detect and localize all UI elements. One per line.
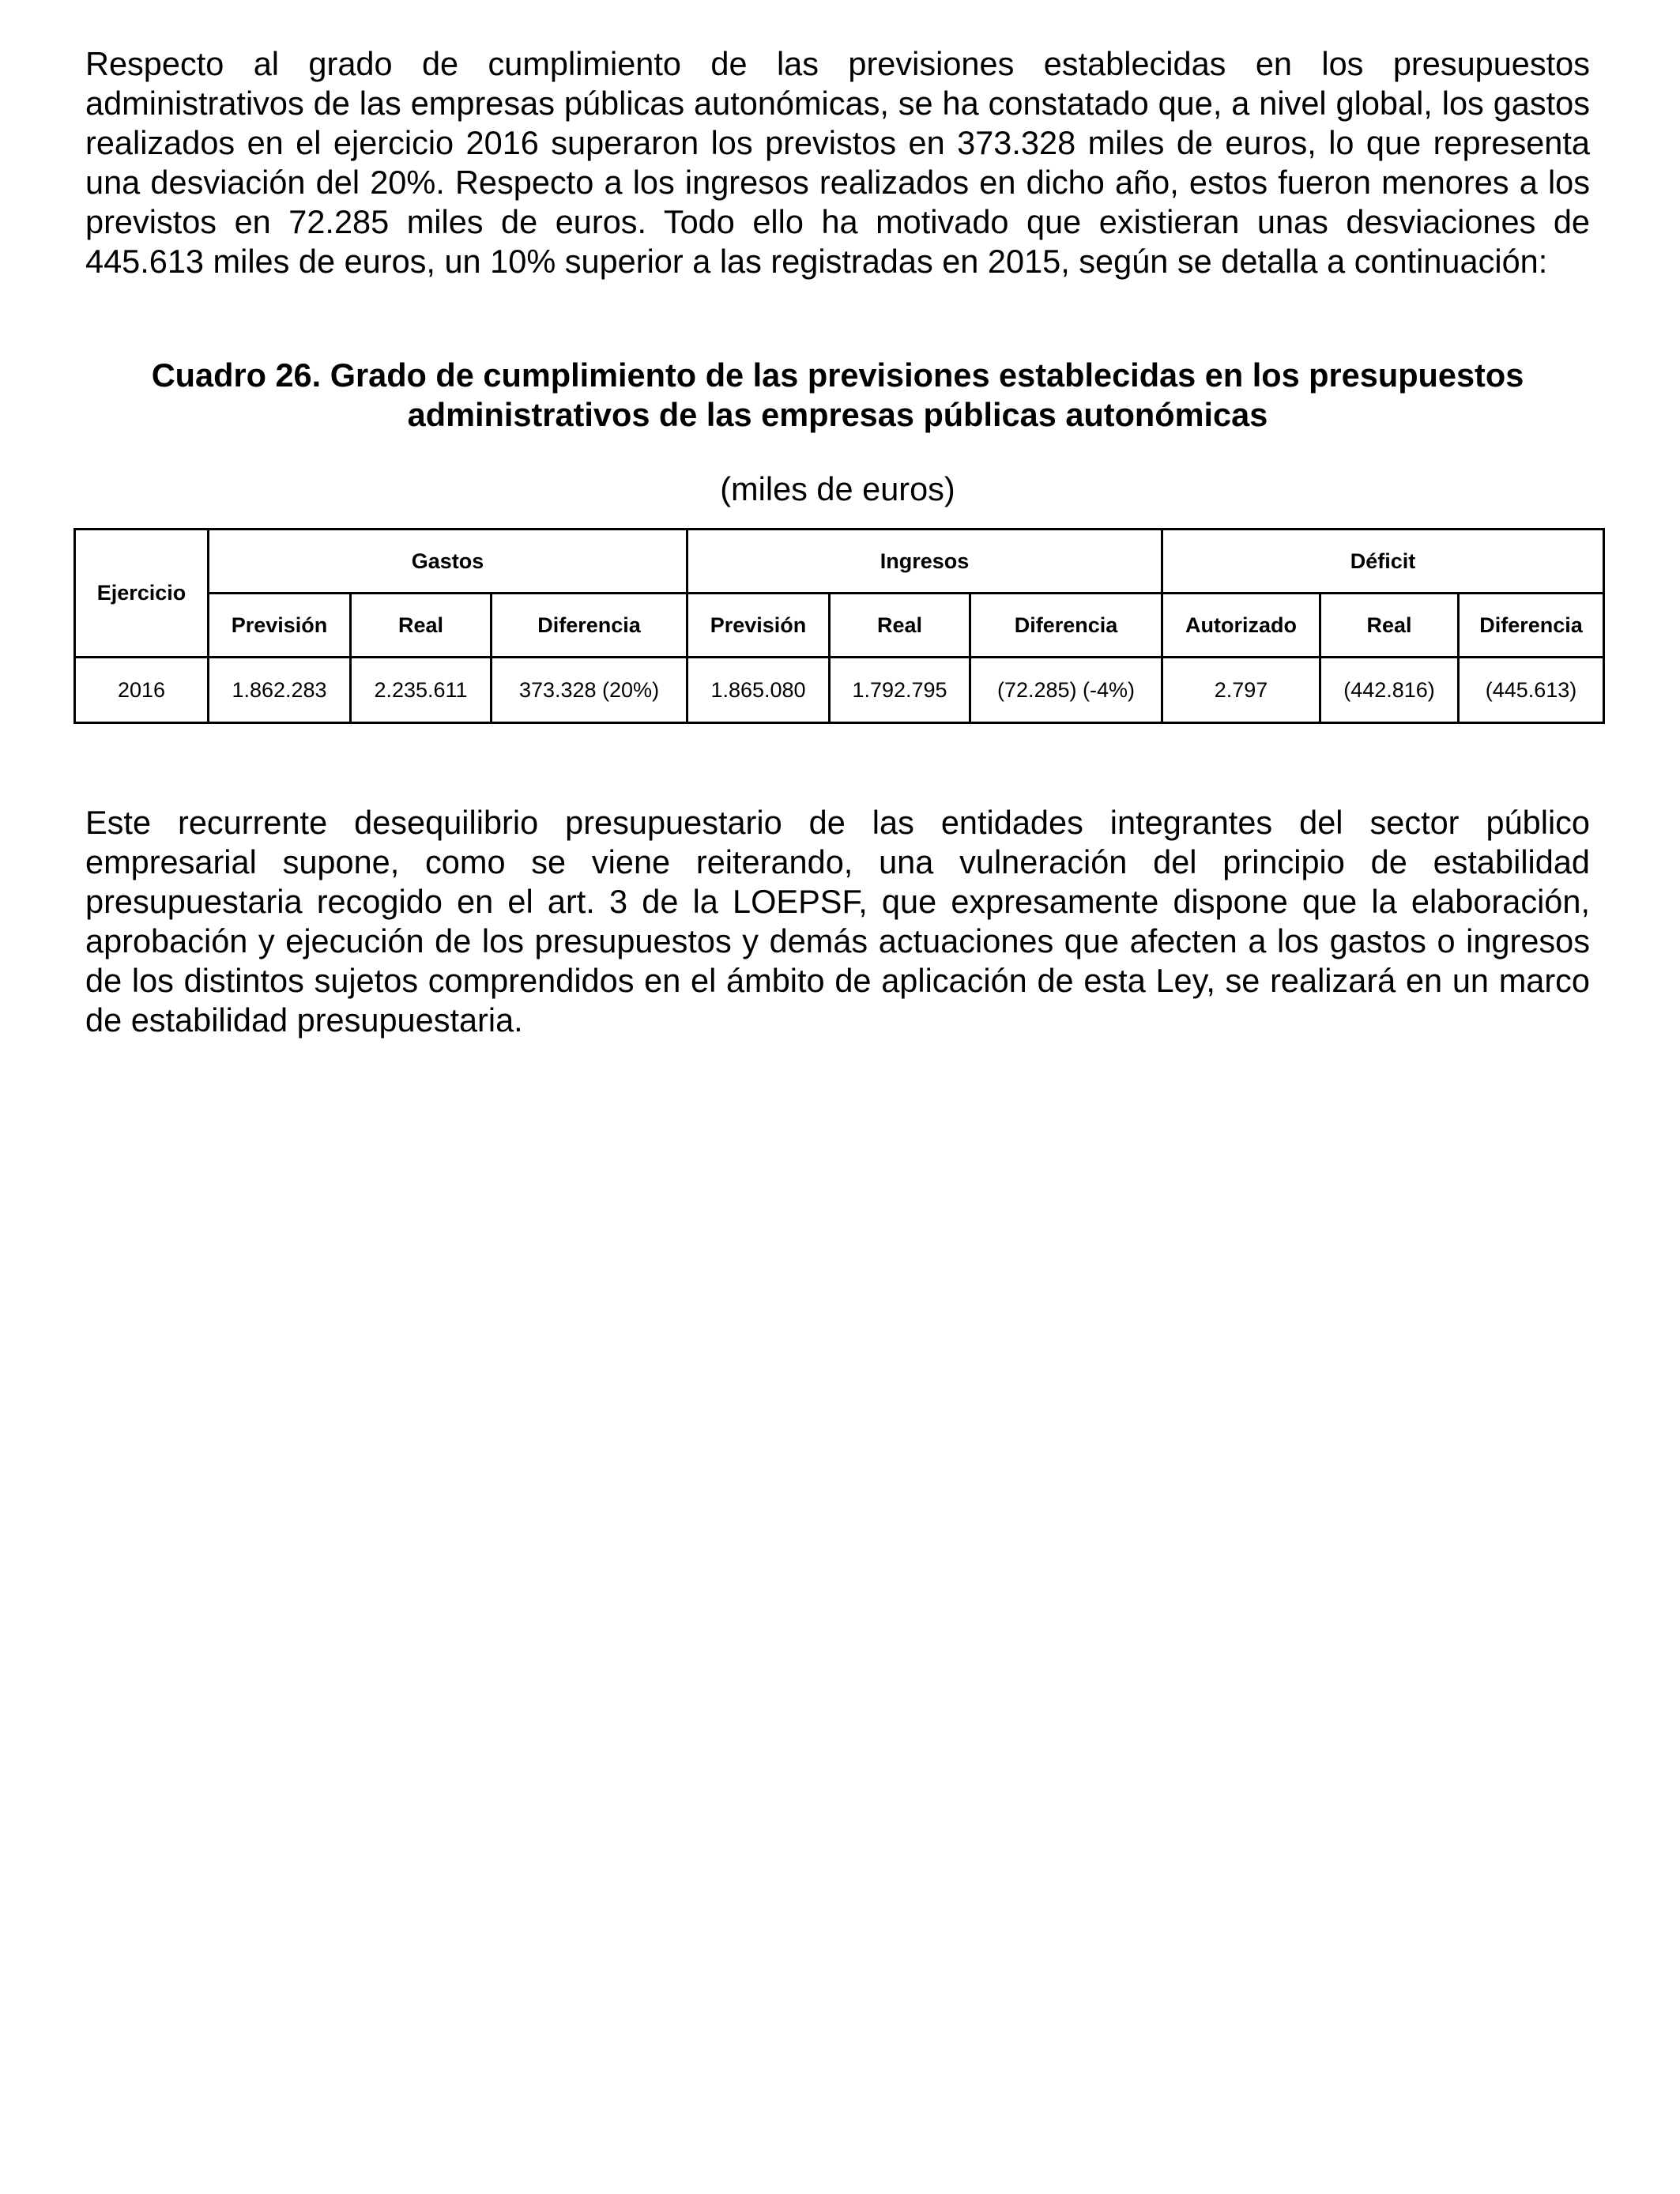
cell-gastos-prevision: 1.862.283 — [209, 658, 351, 723]
table-caption-line2: administrativos de las empresas públicas autonómicas — [407, 396, 1268, 433]
header-deficit-autorizado: Autorizado — [1162, 594, 1320, 658]
header-deficit-real: Real — [1320, 594, 1459, 658]
table-caption — [85, 356, 1590, 435]
cell-ingresos-real: 1.792.795 — [830, 658, 970, 723]
budget-compliance-table — [73, 528, 1605, 724]
header-deficit-diferencia: Diferencia — [1459, 594, 1604, 658]
table-row — [75, 658, 1604, 723]
cell-deficit-real: (442.816) — [1320, 658, 1459, 723]
header-gastos-diferencia: Diferencia — [492, 594, 687, 658]
cell-ingresos-diferencia: (72.285) (-4%) — [970, 658, 1162, 723]
cell-deficit-autorizado: 2.797 — [1162, 658, 1320, 723]
table-units: (miles de euros) — [720, 470, 955, 507]
table-header-row-sub — [75, 594, 1604, 658]
header-group-gastos: Gastos — [209, 530, 687, 594]
cell-ejercicio: 2016 — [75, 658, 209, 723]
header-gastos-real: Real — [351, 594, 492, 658]
header-ingresos-real: Real — [830, 594, 970, 658]
intro-paragraph: Respecto al grado de cumplimiento de las previsiones establecidas en los presupuestos administrativos de las empresas públicas autonómicas, se ha constatado que, a nivel global, los gastos realizados en el ejercicio 2016 superaron los previstos en 373.328 miles de euros, lo que representa una desviación del 20%. Respecto a los ingresos realizados en dicho año, estos fueron menores a los previstos en 72.285 miles de euros. Todo ello ha motivado que existieran unas desviaciones de 445.613 miles de euros, un 10% superior a las registradas en 2015, según se detalla a continuación: — [85, 45, 1590, 280]
cell-ingresos-prevision: 1.865.080 — [687, 658, 830, 723]
cell-deficit-diferencia: (445.613) — [1459, 658, 1604, 723]
header-group-ingresos: Ingresos — [687, 530, 1162, 594]
cell-gastos-diferencia: 373.328 (20%) — [492, 658, 687, 723]
header-ingresos-prevision: Previsión — [687, 594, 830, 658]
cell-gastos-real: 2.235.611 — [351, 658, 492, 723]
conclusion-paragraph: Este recurrente desequilibrio presupuestario de las entidades integrantes del sector público empresarial supone, como se viene reiterando, una vulneración del principio de estabilidad presupuestaria recogido en el art. 3 de la LOEPSF, que expresamente dispone que la elaboración, aprobación y ejecución de los presupuestos y demás actuaciones que afecten a los gastos o ingresos de los distintos sujetos comprendidos en el ámbito de aplicación de esta Ley, se realizará en un marco de estabilidad presupuestaria. — [85, 804, 1590, 1039]
header-group-deficit: Déficit — [1162, 530, 1604, 594]
header-gastos-prevision: Previsión — [209, 594, 351, 658]
header-ejercicio: Ejercicio — [75, 530, 209, 658]
header-ingresos-diferencia: Diferencia — [970, 594, 1162, 658]
table-header-row-groups — [75, 530, 1604, 594]
table-caption-line1: Cuadro 26. Grado de cumplimiento de las previsiones establecidas en los presupuestos — [151, 356, 1524, 394]
